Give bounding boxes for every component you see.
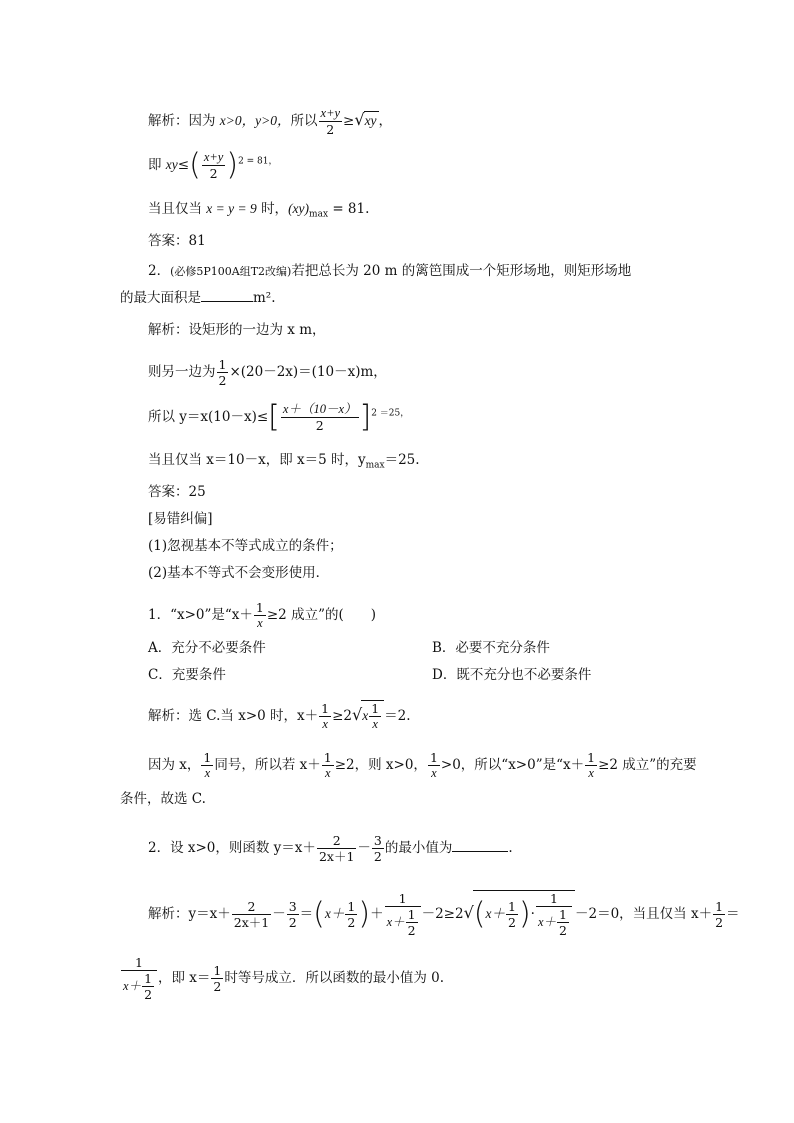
fraction	[319, 701, 331, 732]
fraction	[201, 750, 213, 781]
text: 即	[148, 157, 162, 173]
text: －2≥2	[421, 906, 464, 922]
math-text: y>0，	[255, 113, 291, 128]
frac-num: 3	[373, 833, 382, 848]
option-a[interactable]: A．充分不必要条件	[148, 640, 266, 656]
question-text: 的最大面积是	[120, 290, 201, 306]
fraction	[281, 402, 359, 433]
text: ＝25.	[384, 452, 420, 468]
frac-num: 1	[715, 899, 724, 914]
frac-num: 1	[407, 907, 416, 922]
frac-den: x	[257, 616, 263, 630]
option-b[interactable]: B．必要不充分条件	[432, 640, 550, 656]
frac-num: 1	[213, 963, 222, 978]
frac-den	[121, 971, 157, 1002]
frac-den: 2x＋1	[233, 915, 270, 930]
max-sub: max	[309, 209, 329, 220]
text: ≥2 成立”的充要	[598, 757, 697, 773]
math-text: = 81.	[332, 201, 370, 217]
frac-num: 2	[317, 833, 356, 849]
fraction	[372, 833, 384, 864]
frac-num: 1	[536, 891, 572, 907]
block1-ie-line	[148, 147, 278, 183]
question-text: m².	[253, 290, 276, 306]
math-text: xy	[165, 157, 178, 172]
frac-den: x	[322, 717, 328, 731]
left-paren-icon: (	[189, 147, 201, 183]
block2-line2	[148, 357, 387, 388]
text: 因为	[188, 113, 216, 129]
frac-num: 1	[255, 600, 264, 615]
math-text: x>0，	[219, 113, 256, 128]
text: 解析：y＝x＋	[148, 906, 231, 922]
frac-den: 2	[326, 122, 335, 137]
frac-num: 1	[429, 750, 438, 765]
q2-line2	[120, 289, 276, 307]
text: ＋	[370, 906, 384, 922]
fraction	[319, 106, 343, 137]
fraction	[406, 907, 418, 938]
fraction	[506, 899, 518, 930]
text: 2．设 x>0，则函数 y＝x＋	[148, 840, 316, 856]
sqrt-icon: √	[463, 903, 474, 922]
sqrt-icon: √	[352, 705, 363, 724]
option-c[interactable]: C．充要条件	[148, 667, 226, 683]
text: 时等号成立．所以函数的最小值为 0.	[224, 970, 445, 986]
fraction	[322, 750, 334, 781]
math-text: x＋	[485, 906, 505, 921]
frac-den: 2	[218, 373, 227, 388]
frac-num: 1	[508, 899, 516, 914]
answer-blank[interactable]	[452, 839, 508, 852]
frac-num: 1	[323, 750, 332, 765]
question-number: 2．	[148, 263, 171, 279]
fraction	[254, 600, 266, 631]
fraction	[121, 955, 157, 1002]
mc1-solution-1	[148, 700, 411, 732]
fraction	[217, 357, 229, 388]
frac-den: 2	[288, 915, 297, 930]
option-d[interactable]: D．既不充分也不必要条件	[432, 667, 592, 683]
text: ≥2，则 x>0，	[334, 757, 427, 773]
left-paren-icon: (	[313, 896, 325, 932]
sqrt-icon: √	[354, 110, 365, 129]
fraction	[317, 833, 356, 864]
square-eq: 2 ＝25，	[371, 408, 410, 419]
q2b-stem	[148, 833, 513, 864]
frac-num: 1	[121, 955, 157, 971]
q2-line1	[148, 262, 631, 281]
right-bracket-icon: ]	[359, 399, 372, 435]
right-paren-icon: )	[518, 896, 531, 932]
frac-den: 2	[407, 923, 416, 938]
block1-answer: 答案：81	[148, 233, 206, 249]
text: 当且仅当 x＝10－x，即 x＝5 时，y	[148, 452, 366, 468]
text: 所以	[290, 113, 318, 129]
text: 的最小值为	[384, 840, 453, 856]
frac-den: 2	[209, 166, 218, 181]
math-text: x = y = 9	[206, 201, 257, 216]
block1-analysis-line	[148, 106, 392, 137]
answer-blank[interactable]	[201, 289, 253, 302]
block2-line1: 解析：设矩形的一边为 x m，	[148, 322, 326, 338]
frac-num: 1	[371, 701, 380, 716]
text: 因为 x，	[148, 757, 201, 773]
text: 则另一边为	[148, 364, 216, 380]
fraction	[536, 891, 572, 938]
text: .	[508, 840, 513, 856]
frac-den: 2x＋1	[318, 849, 355, 864]
frac-den: x	[431, 766, 437, 780]
right-paren-icon: )	[358, 896, 371, 932]
frac-num: 3	[288, 899, 297, 914]
frac-den: x	[372, 717, 378, 731]
text: 同号，所以若 x＋	[214, 757, 321, 773]
fraction	[428, 750, 440, 781]
text: 当且仅当	[148, 201, 202, 217]
text: －2＝0，当且仅当 x＋	[574, 906, 713, 922]
frac-num: x+y	[320, 106, 341, 120]
sqrt-arg: x $\frac{1}{x}$	[361, 700, 384, 732]
fraction	[142, 971, 154, 1002]
fraction	[585, 750, 597, 781]
mc1-solution-2	[148, 750, 697, 781]
question-source: (必修5P100A组T2改编)	[170, 265, 292, 278]
frac-num: 1	[321, 701, 330, 716]
frac-den: x	[588, 766, 594, 780]
fraction	[385, 891, 421, 938]
mc1-solution-3: 条件，故选 C.	[120, 791, 206, 807]
frac-num: 1	[203, 750, 212, 765]
fraction	[202, 150, 226, 181]
frac-den	[536, 907, 572, 938]
frac-den: 2	[315, 418, 324, 433]
right-paren-icon: )	[226, 147, 239, 183]
frac-den: 2	[715, 915, 724, 930]
block1-when-line	[148, 200, 369, 224]
text: ＝2.	[384, 708, 411, 724]
ge-sign: ≥	[343, 113, 355, 129]
text: ，即 x＝	[158, 970, 211, 986]
q2b-solution-2	[120, 955, 444, 1002]
errors-item1: (1)忽视基本不等式成立的条件；	[148, 538, 343, 554]
square-eq: 2 = 81，	[238, 156, 278, 167]
errors-title: [易错纠偏]	[148, 511, 213, 527]
question-text: 若把总长为 20 m 的篱笆围成一个矩形场地，则矩形场地	[291, 263, 632, 279]
le-sign: ≤	[177, 157, 190, 173]
fraction	[232, 899, 271, 930]
left-bracket-icon: [	[268, 399, 280, 435]
sqrt-arg: xy	[364, 113, 377, 128]
block2-line3	[148, 399, 410, 435]
block2-line4	[148, 451, 420, 475]
frac-num: 1	[347, 899, 356, 914]
math-text: x＋	[324, 906, 345, 921]
math-text: (xy)	[288, 201, 310, 216]
frac-den: 2	[213, 979, 222, 994]
text: －	[357, 840, 371, 856]
frac-num: 1	[385, 891, 421, 907]
text: ，	[378, 113, 393, 129]
text: ＝	[726, 906, 740, 922]
frac-den: 2	[347, 915, 356, 930]
frac-num: 1	[587, 750, 596, 765]
frac-num: 1	[218, 357, 227, 372]
errors-item2: (2)基本不等式不会变形使用．	[148, 565, 330, 581]
text: 解析：选 C.当 x>0 时，x＋	[148, 708, 319, 724]
text: ×(20－2x)＝(10－x)m，	[229, 364, 387, 380]
fraction	[287, 899, 299, 930]
analysis-label: 解析：	[148, 113, 189, 129]
math-text: x＋	[386, 915, 405, 929]
fraction	[211, 963, 223, 994]
sqrt-arg: (x＋ $\frac{1}{2}$ )· 1 x＋ $\frac{1}{2}$	[473, 890, 575, 938]
left-paren-icon: (	[473, 896, 486, 932]
text: ≥2 成立”的( )	[266, 607, 377, 623]
math-text: x＋	[123, 979, 142, 993]
q2b-solution-1	[148, 890, 740, 938]
mc1-stem	[148, 600, 376, 631]
frac-num: 1	[559, 907, 567, 922]
text: 1．“x>0”是“x＋	[148, 607, 253, 623]
fraction	[345, 899, 357, 930]
text: 所以 y＝x(10－x)≤	[148, 409, 269, 425]
frac-den: x	[324, 766, 331, 780]
frac-num: 2	[232, 899, 271, 915]
frac-den	[385, 907, 421, 938]
frac-den: 2	[373, 849, 382, 864]
max-sub: max	[365, 460, 385, 471]
frac-num: x＋（10－x）	[282, 402, 357, 416]
block2-answer: 答案：25	[148, 484, 206, 500]
text: ≥2	[332, 708, 352, 724]
frac-den: 2	[508, 915, 516, 930]
text: ＝	[299, 906, 314, 922]
frac-num: x+y	[203, 150, 224, 164]
text: 时，	[261, 201, 289, 217]
fraction	[369, 701, 381, 732]
frac-den: 2	[144, 987, 153, 1002]
frac-den: 2	[559, 923, 567, 938]
text: >0，所以“x>0”是“x＋	[440, 757, 585, 773]
fraction	[713, 899, 725, 930]
frac-den: x	[204, 766, 211, 780]
text: －	[272, 906, 286, 922]
math-text: x＋	[537, 915, 557, 929]
fraction	[557, 907, 569, 938]
frac-num: 1	[144, 971, 153, 986]
